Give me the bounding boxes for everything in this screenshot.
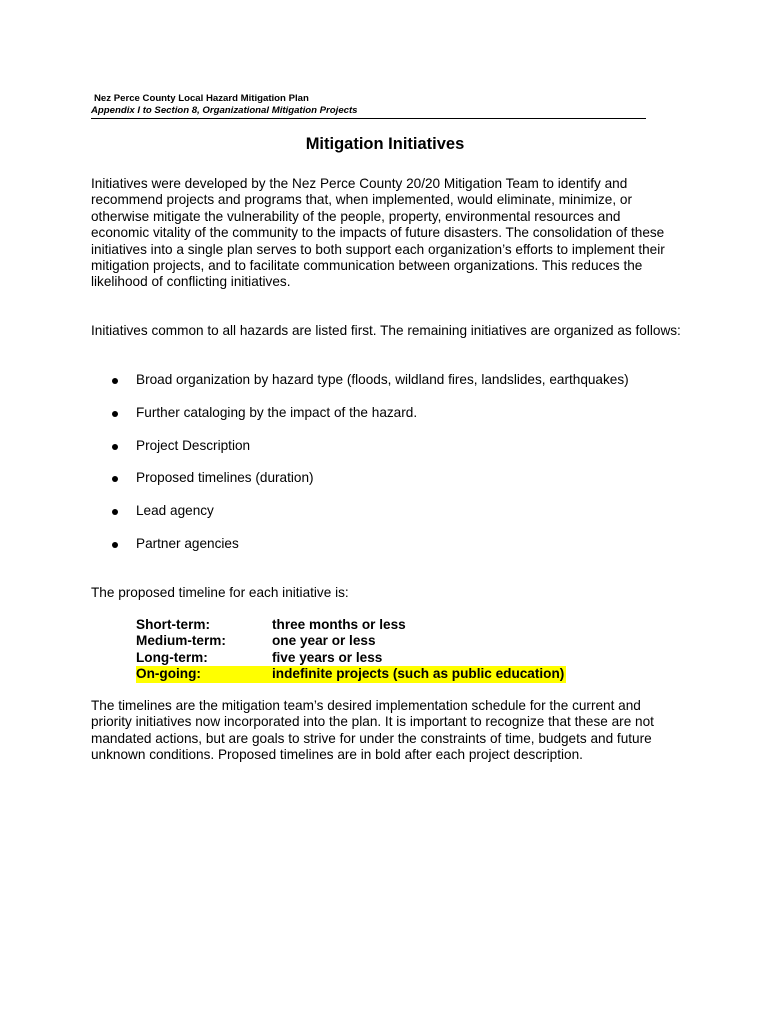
organization-paragraph: Initiatives common to all hazards are listed first. The remaining initiatives are organized as follows: <box>91 323 681 338</box>
page-header <box>91 93 646 119</box>
timeline-row-long <box>136 650 566 666</box>
timeline-description: three months or less <box>272 617 406 632</box>
organization-list <box>111 372 629 569</box>
list-item <box>111 470 629 486</box>
bullet-icon <box>112 411 118 417</box>
timeline-description: five years or less <box>272 649 383 665</box>
list-item-text: Partner agencies <box>136 535 239 551</box>
bullet-icon <box>112 542 118 548</box>
list-item <box>111 372 629 388</box>
timeline-row-ongoing <box>136 666 566 682</box>
timeline-description: one year or less <box>272 633 376 649</box>
timeline-term: On-going: <box>136 666 272 682</box>
bullet-icon <box>112 476 118 482</box>
list-item-text: Further cataloging by the impact of the hazard. <box>136 404 418 420</box>
header-appendix-title: Appendix I to Section 8, Organizational Mitigation Projects <box>91 105 358 116</box>
list-item-text: Proposed timelines (duration) <box>136 470 314 486</box>
bullet-icon <box>112 378 118 384</box>
list-item-text: Project Description <box>136 437 251 453</box>
list-item <box>111 536 629 552</box>
list-item <box>111 438 629 454</box>
timeline-table <box>136 617 566 683</box>
timeline-row-short <box>136 617 566 633</box>
timeline-description: indefinite projects (such as public education) <box>272 666 565 682</box>
intro-paragraph: Initiatives were developed by the Nez Perce County 20/20 Mitigation Team to identify and recommend projects and programs that, when implemented, would eliminate, minimize, or otherwise mitigate the vulnerability of the people, property, environmental resources and economic vitality of the community to the impacts of future disasters. The consolidation of these initiatives into a single plan serves to both support each organization’s efforts to implement their mitigation projects, and to facilitate communication between organizations. This reduces the likelihood of conflicting initiatives. <box>91 176 665 290</box>
timeline-row-medium <box>136 633 566 649</box>
page-title: Mitigation Initiatives <box>305 135 465 153</box>
list-item-text: Lead agency <box>136 503 214 519</box>
timeline-intro: The proposed timeline for each initiative is: <box>91 585 349 600</box>
list-item <box>111 405 629 421</box>
closing-paragraph: The timelines are the mitigation team’s desired implementation schedule for the current and priority initiatives now incorporated into the plan. It is important to recognize that these are not mandated actions, but are goals to strive for under the constraints of time, budgets and future unknown conditions. Proposed timelines are in bold after each project description. <box>91 698 654 763</box>
timeline-term: Long-term: <box>136 649 208 665</box>
bullet-icon <box>112 444 118 450</box>
timeline-term: Medium-term: <box>136 633 226 649</box>
list-item <box>111 503 629 519</box>
list-item-text: Broad organization by hazard type (floods, wildland fires, landslides, earthquakes) <box>136 372 629 387</box>
header-plan-title: Nez Perce County Local Hazard Mitigation Plan <box>94 93 309 104</box>
timeline-term: Short-term: <box>136 617 211 632</box>
bullet-icon <box>112 509 118 515</box>
